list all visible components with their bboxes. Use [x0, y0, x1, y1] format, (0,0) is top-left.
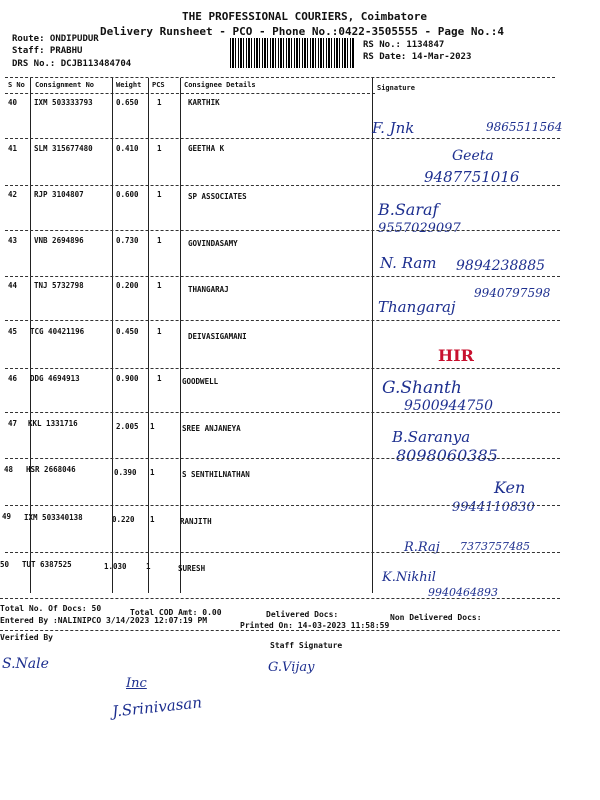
col-sno: S No	[8, 81, 25, 89]
staff-label: Staff: PRABHU	[12, 46, 83, 56]
row-rule	[0, 598, 560, 599]
row-weight: 1.030	[104, 562, 127, 571]
row-sno: 41	[8, 144, 18, 153]
runsheet-title: Delivery Runsheet - PCO - Phone No.:0422-3505555 - Page No.:4	[100, 25, 504, 38]
col-divider	[148, 78, 149, 593]
row-signature: Ken	[494, 478, 526, 497]
col-weight: Weight	[116, 81, 142, 89]
printed-on: Printed On: 14-03-2023 11:58:59	[240, 621, 390, 630]
row-signature: B.Saraf	[378, 200, 439, 219]
row-phone: 9500944750	[404, 398, 494, 414]
row-consignee: GOVINDASAMY	[188, 239, 238, 248]
delivered-docs: Delivered Docs:	[266, 610, 339, 619]
row-signature: R.Raj	[404, 540, 440, 555]
row-pcs: 1	[157, 144, 162, 153]
row-rule	[5, 368, 560, 369]
row-consignee: GEETHA K	[188, 144, 225, 153]
row-pcs: 1	[150, 468, 155, 477]
row-pcs: 1	[150, 422, 155, 431]
row-pcs: 1	[157, 374, 162, 383]
total-cod: Total COD Amt: 0.00	[130, 608, 222, 617]
row-pcs: 1	[157, 236, 162, 245]
inc-signature: Inc	[126, 676, 147, 691]
row-signature: G.Shanth	[382, 378, 462, 398]
row-sno: 45	[8, 327, 18, 336]
footer-rule	[0, 630, 560, 631]
row-sno: 47	[8, 419, 18, 428]
row-consignee: SP ASSOCIATES	[188, 192, 247, 201]
row-signature: K.Nikhil	[382, 570, 436, 585]
row-consignee: RANJITH	[180, 517, 212, 526]
staff-signature-label: Staff Signature	[270, 641, 343, 650]
row-consignee: SURESH	[178, 564, 206, 573]
row-sno: 43	[8, 236, 18, 245]
col-pcs: PCS	[152, 81, 165, 89]
row-phone: 9487751016	[424, 168, 520, 186]
row-sno: 42	[8, 190, 18, 199]
row-pcs: 1	[157, 98, 162, 107]
row-consignment: KKL 1331716	[28, 419, 78, 428]
row-consignment: TUT 6387525	[22, 560, 72, 569]
row-phone: 9940797598	[474, 286, 551, 300]
row-phone: 9894238885	[456, 258, 546, 274]
row-rule	[5, 230, 560, 231]
row-signature: Thangaraj	[378, 298, 456, 316]
row-weight: 0.650	[116, 98, 139, 107]
row-consignee: SREE ANJANEYA	[182, 424, 241, 433]
row-sno: 49	[2, 512, 12, 521]
row-consignment: RJP 3104807	[34, 190, 84, 199]
row-sno: 44	[8, 281, 18, 290]
barcode-image	[230, 38, 354, 68]
entered-by: Entered By :NALINIPCO 3/14/2023 12:07:19 PM	[0, 616, 208, 625]
row-phone: 9940464893	[428, 586, 498, 599]
row-consignment: HSR 2668046	[26, 465, 76, 474]
route-label: Route: ONDIPUDUR	[12, 34, 99, 44]
row-rule	[5, 320, 560, 321]
total-docs: Total No. Of Docs: 50	[0, 604, 102, 613]
col-consignment: Consignment No	[35, 81, 95, 89]
row-pcs: 1	[146, 562, 151, 571]
rs-number: RS No.: 1134847	[363, 40, 445, 50]
row-sno: 46	[8, 374, 18, 383]
row-rule	[5, 138, 560, 139]
row-rule	[5, 412, 560, 413]
row-weight: 0.410	[116, 144, 139, 153]
row-weight: 0.730	[116, 236, 139, 245]
header-top-rule	[5, 77, 555, 78]
row-phone: 9557029097	[378, 221, 461, 236]
col-divider	[372, 78, 373, 593]
row-phone: 7373757485	[460, 540, 530, 553]
row-signature: Geeta	[452, 148, 494, 164]
row-rule	[5, 458, 560, 459]
row-consignment: TNJ 5732798	[34, 281, 84, 290]
drs-number: DRS No.: DCJB113484704	[12, 59, 132, 69]
col-consignee: Consignee Details	[184, 81, 256, 89]
row-remark: HIR	[438, 346, 474, 365]
row-rule	[5, 185, 560, 186]
row-weight: 2.005	[116, 422, 139, 431]
row-weight: 0.220	[112, 515, 135, 524]
row-consignee: DEIVASIGAMANI	[188, 332, 247, 341]
row-weight: 0.600	[116, 190, 139, 199]
bottom-signature: J.Srinivasan	[111, 693, 203, 721]
row-consignment: DDG 4694913	[30, 374, 80, 383]
row-consignment: TCG 40421196	[30, 327, 85, 336]
row-rule	[5, 505, 560, 506]
row-consignment: VNB 2694896	[34, 236, 84, 245]
row-sno: 50	[0, 560, 10, 569]
row-phone: 8098060385	[396, 446, 498, 465]
row-weight: 0.390	[114, 468, 137, 477]
row-signature: N. Ram	[380, 254, 437, 272]
row-pcs: 1	[157, 190, 162, 199]
non-delivered-docs: Non Delivered Docs:	[390, 613, 482, 622]
row-weight: 0.450	[116, 327, 139, 336]
staff-signature: G.Vijay	[268, 660, 315, 675]
rs-date: RS Date: 14-Mar-2023	[363, 52, 472, 62]
row-consignee: THANGARAJ	[188, 285, 229, 294]
row-rule	[5, 276, 560, 277]
row-signature: F. Jnk	[372, 119, 415, 137]
row-pcs: 1	[150, 515, 155, 524]
verified-by-label: Verified By	[0, 633, 53, 642]
row-weight: 0.900	[116, 374, 139, 383]
row-consignee: KARTHIK	[188, 98, 220, 107]
verified-signature: S.Nale	[2, 656, 49, 672]
row-consignee: S SENTHILNATHAN	[182, 470, 250, 479]
header-bottom-rule	[5, 93, 375, 94]
row-sno: 40	[8, 98, 18, 107]
row-rule	[5, 552, 560, 553]
row-signature: B.Saranya	[392, 428, 471, 446]
row-consignment: SLM 315677480	[34, 144, 93, 153]
row-phone: 9865511564	[486, 120, 563, 134]
row-consignment: IXM 503333793	[34, 98, 93, 107]
col-divider	[180, 78, 181, 593]
row-pcs: 1	[157, 327, 162, 336]
row-sno: 48	[4, 465, 14, 474]
row-phone: 9944110830	[452, 500, 535, 515]
col-signature: Signature	[377, 84, 415, 92]
row-pcs: 1	[157, 281, 162, 290]
row-consignee: GOODWELL	[182, 377, 219, 386]
row-weight: 0.200	[116, 281, 139, 290]
company-name: THE PROFESSIONAL COURIERS, Coimbatore	[182, 10, 428, 23]
row-consignment: IXM 503340138	[24, 513, 83, 522]
